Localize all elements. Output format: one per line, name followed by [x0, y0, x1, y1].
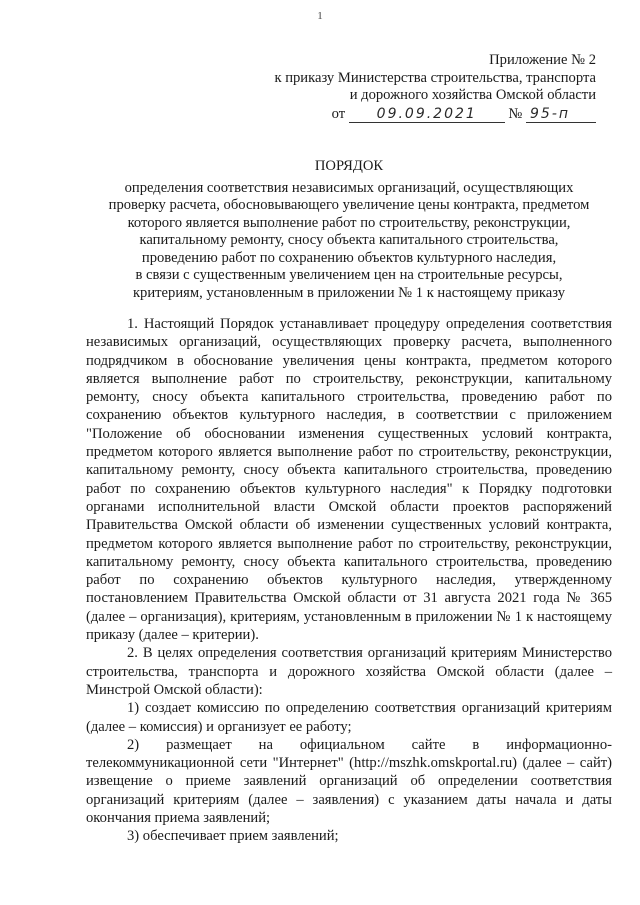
number-prefix: №	[508, 105, 523, 122]
title-line: критериям, установленным в приложении № 1 к настоящему приказу	[132, 284, 566, 301]
title-line: проведению работ по сохранению объектов культурного наследия,	[141, 249, 557, 266]
handwritten-order-number: 95-п	[526, 107, 596, 123]
paragraph-2: 2. В целях определения соответствия организаций критериям Министерство строительства, транспорта и дорожного хозяйства Омской области (далее – Минстрой Омской области):	[86, 645, 612, 698]
list-item-2: 2) размещает на официальном сайте в информационно-телекоммуникационной сети "Интернет" (http://mszhk.omskportal.ru) (далее – сайт) извещение о приеме заявлений организаций об определении соответствия организаций критериям (далее – заявления) с указанием даты начала и даты окончания приема заявлений;	[86, 736, 612, 827]
document-body	[86, 315, 612, 846]
list-item-1: 1) создает комиссию по определению соответствия организаций критериям (далее – комиссия) и организует ее работу;	[86, 700, 612, 735]
date-prefix: от	[331, 105, 346, 122]
handwritten-date: 09.09.2021	[349, 107, 505, 123]
appendix-label: Приложение № 2	[489, 52, 596, 68]
title-line: в связи с существенным увеличением цен на строительные ресурсы,	[135, 267, 563, 283]
ministry-name: и дорожного хозяйства Омской области	[349, 87, 596, 103]
paragraph-1: 1. Настоящий Порядок устанавливает процедуру определения соответствия независимых организаций, осуществляющих проверку расчета, выполненного подрядчиком в обоснование увеличения цены контракта, предметом которого является выполнение работ по строительству, реконструкции, капитальному ремонту, сносу объекта капитального строительства, проведению работ по сохранению объектов культурного наследия, в соответствии с приложением "Положение об обосновании изменения существенных условий контракта, предметом которого является выполнение работ по строительству, реконструкции, капитальному ремонту, сносу объекта капитального строительства, проведению работ по сохранению объектов культурного наследия" к Порядку подготовки органами исполнительной власти Омской области проектов распоряжений Правительства Омской области об изменении существенных условий контракта, предметом которого является выполнение работ по строительству, реконструкции, капитальному ремонту, сносу объекта капитального строительства, проведению работ по сохранению объектов культурного наследия, утвержденному постановлением Правительства Омской области от 31 августа 2021 года № 365 (далее – организация), критериям, установленным в приложении № 1 к настоящему приказу (далее – критерии).	[86, 316, 612, 644]
title-line: проверку расчета, обосновывающего увеличение цены контракта, предметом	[108, 197, 590, 213]
title-line: которого является выполнение работ по строительству, реконструкции,	[127, 214, 571, 231]
document-title-block	[86, 158, 612, 302]
appendix-header	[274, 52, 596, 123]
order-date-line	[274, 106, 596, 124]
title-line: определения соответствия независимых организаций, осуществляющих	[124, 179, 574, 196]
page-number: 1	[317, 10, 323, 22]
list-item-3: 3) обеспечивает прием заявлений;	[127, 828, 339, 845]
document-title: ПОРЯДОК	[314, 158, 384, 174]
order-reference: к приказу Министерства строительства, транспорта	[274, 69, 596, 86]
title-line: капитальному ремонту, сносу объекта капитального строительства,	[139, 232, 559, 248]
